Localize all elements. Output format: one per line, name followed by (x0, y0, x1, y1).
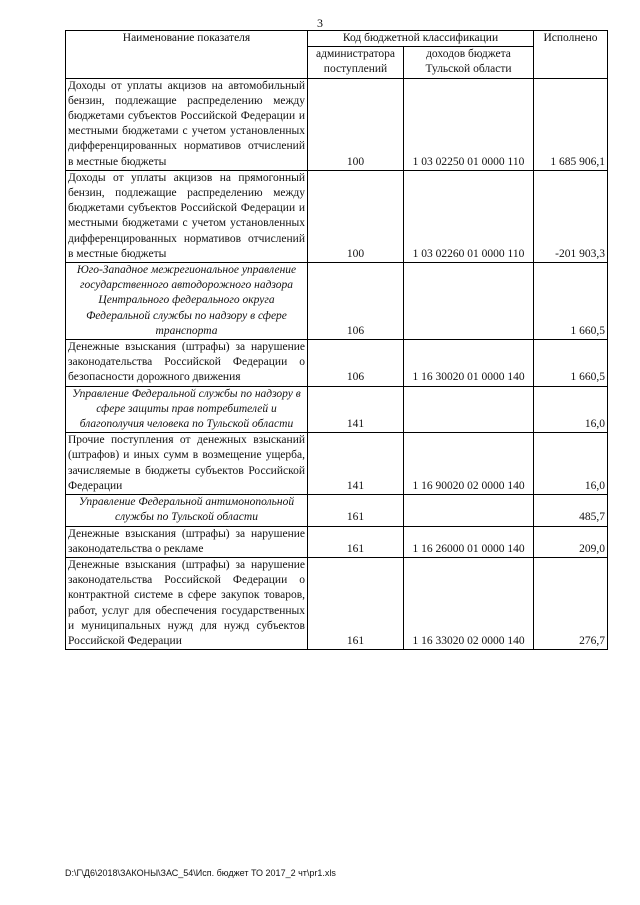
organization-row (66, 495, 608, 526)
row-income-code: 1 03 02260 01 0000 110 (404, 170, 534, 262)
row-income-code: 1 16 33020 02 0000 140 (404, 557, 534, 649)
row-name: Денежные взыскания (штрафы) за нарушение законодательства Российской Федерации о безопасности дорожного движения (66, 340, 308, 387)
row-name: Управление Федеральной антимонопольной службы по Тульской области (66, 495, 308, 526)
header-executed: Исполнено (534, 31, 608, 79)
table-row (66, 526, 608, 557)
row-executed-value: -201 903,3 (534, 170, 608, 262)
row-executed-value: 485,7 (534, 495, 608, 526)
header-name: Наименование показателя (66, 31, 308, 79)
row-income-code (404, 386, 534, 433)
table-row (66, 557, 608, 649)
footer-file-path: D:\Г\Д6\2018\ЗАКОНЫ\ЗАС_54\Исп. бюджет ТО 2017_2 чт\pr1.xls (65, 868, 336, 878)
row-admin-code: 141 (308, 386, 404, 433)
row-executed-value: 1 660,5 (534, 340, 608, 387)
row-executed-value: 16,0 (534, 386, 608, 433)
header-classification: Код бюджетной классификации (308, 31, 534, 47)
row-executed-value: 16,0 (534, 433, 608, 495)
row-admin-code: 100 (308, 170, 404, 262)
row-income-code: 1 16 26000 01 0000 140 (404, 526, 534, 557)
organization-row (66, 263, 608, 340)
row-name: Юго-Западное межрегиональное управление государственного автодорожного надзора Центрального федерального округа Федеральной службы по надзору в сфере транспорта (66, 263, 308, 340)
row-income-code (404, 263, 534, 340)
table-row (66, 433, 608, 495)
organization-row (66, 386, 608, 433)
header-income: доходов бюджета Тульской области (404, 47, 534, 78)
row-admin-code: 161 (308, 557, 404, 649)
page-number: 3 (317, 16, 323, 30)
row-admin-code: 106 (308, 340, 404, 387)
table-row (66, 170, 608, 262)
row-admin-code: 161 (308, 495, 404, 526)
table-row (66, 78, 608, 170)
row-executed-value: 1 685 906,1 (534, 78, 608, 170)
row-executed-value: 276,7 (534, 557, 608, 649)
row-executed-value: 1 660,5 (534, 263, 608, 340)
table-body (66, 78, 608, 650)
row-admin-code: 106 (308, 263, 404, 340)
row-name: Денежные взыскания (штрафы) за нарушение законодательства о рекламе (66, 526, 308, 557)
row-admin-code: 100 (308, 78, 404, 170)
row-name: Доходы от уплаты акцизов на прямогонный бензин, подлежащие распределению между бюджетами субъектов Российской Федерации и местными бюджетами с учетом установленных дифференцированных нормативов отчислений в местные бюджеты (66, 170, 308, 262)
row-income-code: 1 03 02250 01 0000 110 (404, 78, 534, 170)
row-name: Управление Федеральной службы по надзору в сфере защиты прав потребителей и благополучия человека по Тульской области (66, 386, 308, 433)
budget-table (65, 30, 608, 650)
row-income-code: 1 16 30020 01 0000 140 (404, 340, 534, 387)
row-income-code (404, 495, 534, 526)
row-income-code: 1 16 90020 02 0000 140 (404, 433, 534, 495)
row-admin-code: 141 (308, 433, 404, 495)
row-executed-value: 209,0 (534, 526, 608, 557)
row-admin-code: 161 (308, 526, 404, 557)
row-name: Прочие поступления от денежных взысканий (штрафов) и иных сумм в возмещение ущерба, зачисляемые в бюджеты субъектов Российской Федерации (66, 433, 308, 495)
row-name: Денежные взыскания (штрафы) за нарушение законодательства Российской Федерации о контрактной системе в сфере закупок товаров, работ, услуг для обеспечения государственных и муниципальных нужд для нужд субъектов Российской Федерации (66, 557, 308, 649)
header-administrator: администратора поступлений (308, 47, 404, 78)
table-row (66, 340, 608, 387)
row-name: Доходы от уплаты акцизов на автомобильный бензин, подлежащие распределению между бюджетами субъектов Российской Федерации и местными бюджетами с учетом установленных дифференцированных нормативов отчислений в местные бюджеты (66, 78, 308, 170)
